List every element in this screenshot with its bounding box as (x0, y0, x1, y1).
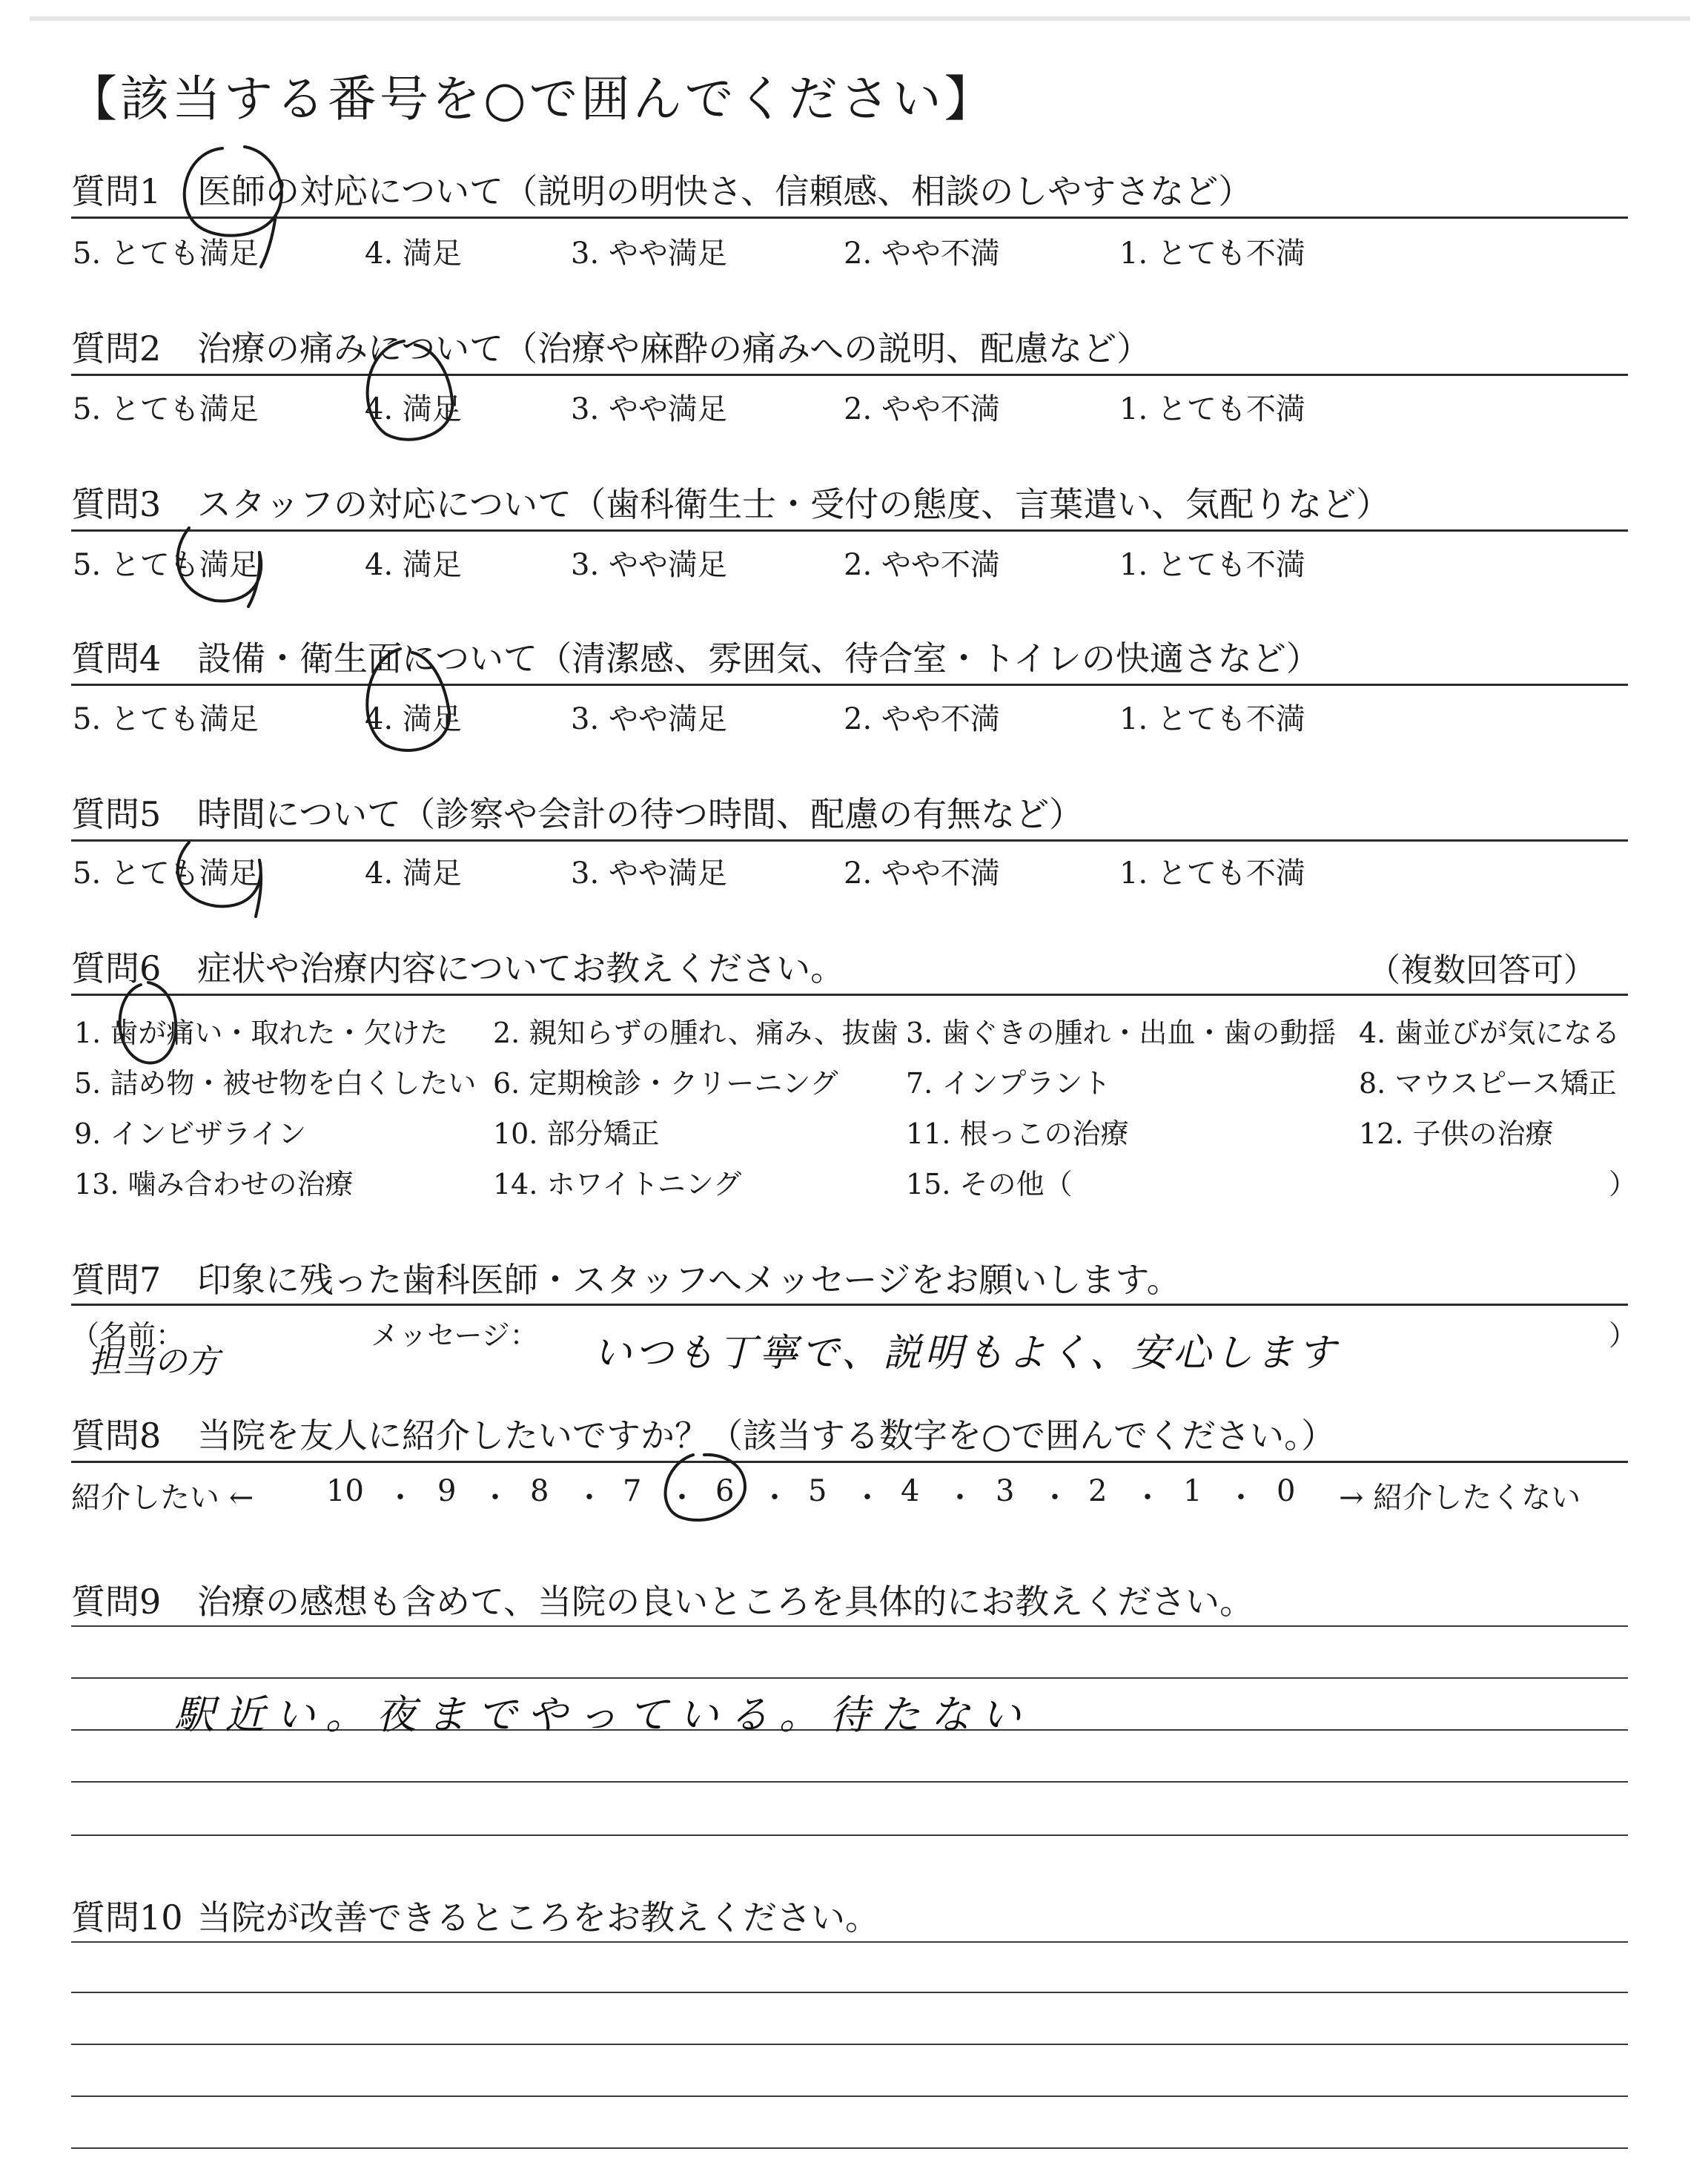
circle-mark-q6 (120, 982, 176, 1063)
symptom-option-1[interactable]: 1. 歯が痛い・取れた・欠けた (74, 1017, 448, 1049)
symptom-option-5[interactable]: 5. 詰め物・被せ物を白くしたい (74, 1067, 477, 1100)
option-3[interactable]: 3. やや満足 (571, 548, 727, 582)
option-1[interactable]: 1. とても不満 (1119, 856, 1305, 891)
question-number: 質問10 (71, 1898, 183, 1938)
symptom-option-6[interactable]: 6. 定期検診・クリーニング (493, 1067, 838, 1100)
question-number: 質問4 (71, 638, 162, 678)
name-label: （名前： (71, 1319, 185, 1352)
option-2[interactable]: 2. やや不満 (844, 702, 1000, 736)
scale-dot: ・ (1040, 1481, 1070, 1515)
symptom-option-7[interactable]: 7. インプラント (906, 1067, 1111, 1100)
option-4[interactable]: 4. 満足 (365, 856, 462, 891)
option-5[interactable]: 5. とても満足 (73, 702, 259, 736)
scale-7[interactable]: 7 (623, 1474, 642, 1508)
question-number: 質問1 (71, 171, 162, 211)
question-text: 設備・衛生面について（清潔感、雰囲気、待合室・トイレの快適さなど） (197, 638, 1320, 678)
symptom-option-3[interactable]: 3. 歯ぐきの腫れ・出血・歯の動揺 (906, 1017, 1337, 1049)
message-label: メッセージ： (371, 1319, 538, 1352)
question-number: 質問6 (71, 948, 162, 988)
scale-dot: ・ (1133, 1481, 1162, 1515)
option-4[interactable]: 4. 満足 (365, 392, 462, 426)
option-1[interactable]: 1. とても不満 (1119, 702, 1305, 736)
question-text: 治療の感想も含めて、当院の良いところを具体的にお教えください。 (197, 1582, 1254, 1622)
option-3[interactable]: 3. やや満足 (571, 856, 727, 891)
scale-dot: ・ (853, 1481, 882, 1515)
form-heading: 【該当する番号を○で囲んでください】 (68, 70, 996, 128)
question-number: 質問5 (71, 794, 162, 834)
question-number: 質問3 (71, 484, 162, 524)
scale-3[interactable]: 3 (996, 1474, 1015, 1508)
symptom-option-10[interactable]: 10. 部分矯正 (493, 1117, 660, 1150)
circle-mark-q8 (666, 1455, 745, 1520)
question-text: 治療の痛みについて（治療や麻酔の痛みへの説明、配慮など） (197, 328, 1151, 369)
option-1[interactable]: 1. とても不満 (1119, 392, 1305, 426)
scale-2[interactable]: 2 (1088, 1474, 1108, 1508)
scale-0[interactable]: 0 (1277, 1474, 1296, 1508)
option-3[interactable]: 3. やや満足 (571, 237, 727, 271)
symptom-option-4[interactable]: 4. 歯並びが気になる (1359, 1017, 1621, 1049)
scale-dot: ・ (760, 1481, 790, 1515)
circle-mark-q1 (185, 147, 282, 267)
recommend-left-label: 紹介したい ← (71, 1481, 254, 1515)
scale-8[interactable]: 8 (530, 1474, 549, 1508)
option-3[interactable]: 3. やや満足 (571, 702, 727, 736)
question-text: 時間について（診察や会計の待つ時間、配慮の有無など） (197, 794, 1084, 834)
question-number: 質問7 (71, 1260, 162, 1300)
option-4[interactable]: 4. 満足 (365, 548, 462, 582)
option-5[interactable]: 5. とても満足 (73, 237, 259, 271)
circle-mark-q2 (368, 341, 453, 440)
scale-dot: ・ (1226, 1481, 1256, 1515)
question-text: 症状や治療内容についてお教えください。 (197, 948, 845, 988)
option-5[interactable]: 5. とても満足 (73, 392, 259, 426)
recommend-right-label: → 紹介したくない (1339, 1481, 1581, 1515)
question-number: 質問2 (71, 328, 162, 369)
scale-10[interactable]: 10 (326, 1474, 364, 1508)
symptom-option-8[interactable]: 8. マウスピース矯正 (1359, 1067, 1617, 1100)
scale-4[interactable]: 4 (901, 1474, 920, 1508)
scale-9[interactable]: 9 (437, 1474, 457, 1508)
scale-1[interactable]: 1 (1183, 1474, 1202, 1508)
symptom-option-14[interactable]: 14. ホワイトニング (493, 1168, 742, 1200)
symptom-option-9[interactable]: 9. インビザライン (74, 1117, 307, 1150)
scale-5[interactable]: 5 (808, 1474, 827, 1508)
question-number: 質問9 (71, 1582, 162, 1622)
question-text: 印象に残った歯科医師・スタッフへメッセージをお願いします。 (197, 1260, 1181, 1300)
option-2[interactable]: 2. やや不満 (844, 856, 1000, 891)
circle-mark-q4 (367, 649, 449, 750)
symptom-option-13[interactable]: 13. 噛み合わせの治療 (74, 1168, 354, 1200)
option-3[interactable]: 3. やや満足 (571, 392, 727, 426)
other-close-paren: ） (1609, 1168, 1638, 1200)
option-5[interactable]: 5. とても満足 (73, 856, 259, 891)
option-4[interactable]: 4. 満足 (365, 237, 462, 271)
question-text: 当院を友人に紹介したいですか？（該当する数字を○で囲んでください。） (197, 1416, 1336, 1456)
option-2[interactable]: 2. やや不満 (844, 237, 1000, 271)
question-text: 当院が改善できるところをお教えください。 (197, 1898, 879, 1938)
scale-6[interactable]: 6 (715, 1474, 735, 1508)
symptom-option-12[interactable]: 12. 子供の治療 (1359, 1117, 1554, 1150)
handwritten-name[interactable]: 担当の方 (89, 1343, 219, 1381)
scale-dot: ・ (480, 1481, 510, 1515)
message-close-paren: ） (1609, 1319, 1638, 1352)
option-4[interactable]: 4. 満足 (365, 702, 462, 736)
symptom-option-2[interactable]: 2. 親知らずの腫れ、痛み、抜歯 (493, 1017, 898, 1049)
question-text: スタッフの対応について（歯科衛生士・受付の態度、言葉遣い、気配りなど） (197, 484, 1391, 524)
circle-mark-q3 (178, 528, 262, 607)
handwritten-message[interactable]: いつも丁寧で、説明もよく、安心します (593, 1331, 1339, 1375)
question-text: 医師の対応について（説明の明快さ、信頼感、相談のしやすさなど） (197, 171, 1253, 211)
circle-mark-q5 (178, 842, 261, 916)
scale-dot: ・ (667, 1481, 697, 1515)
option-1[interactable]: 1. とても不満 (1119, 237, 1305, 271)
scale-dot: ・ (575, 1481, 604, 1515)
option-2[interactable]: 2. やや不満 (844, 548, 1000, 582)
option-2[interactable]: 2. やや不満 (844, 392, 1000, 426)
option-1[interactable]: 1. とても不満 (1119, 548, 1305, 582)
option-5[interactable]: 5. とても満足 (73, 548, 259, 582)
multiple-answers-note: （複数回答可） (1368, 951, 1596, 989)
scale-dot: ・ (385, 1481, 415, 1515)
handwritten-answer[interactable]: 駅近い。夜までやっている。待たない (174, 1691, 1031, 1738)
symptom-option-15[interactable]: 15. その他（ (906, 1168, 1073, 1200)
scale-dot: ・ (945, 1481, 975, 1515)
question-number: 質問8 (71, 1416, 162, 1456)
symptom-option-11[interactable]: 11. 根っこの治療 (906, 1117, 1129, 1150)
